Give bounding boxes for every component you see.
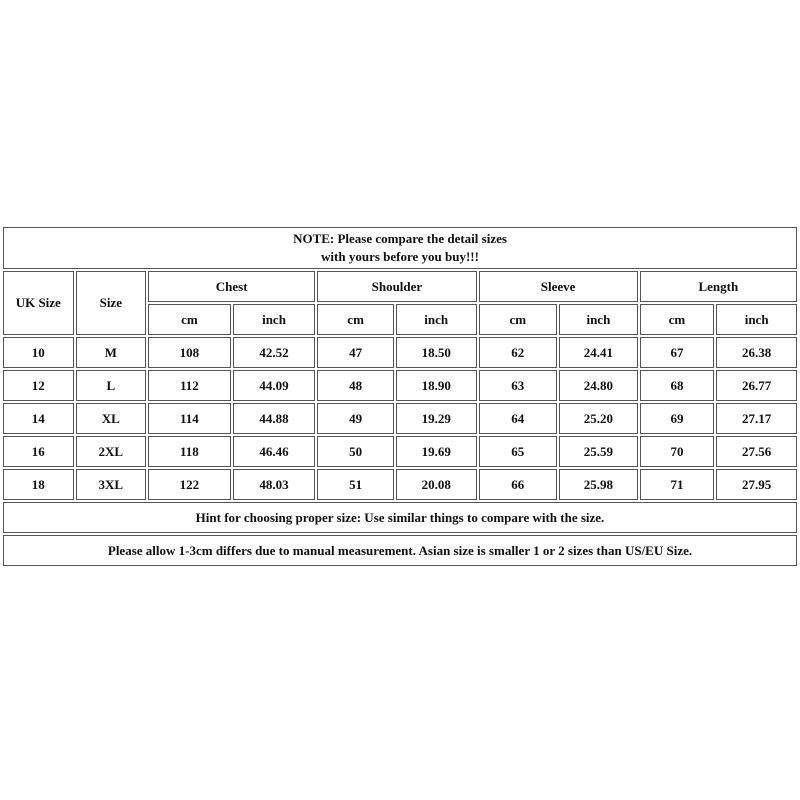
sleeve-header: Sleeve	[479, 271, 638, 302]
table-cell: 112	[148, 370, 231, 401]
length-header: Length	[640, 271, 797, 302]
unit-header: cm	[148, 304, 231, 335]
table-cell: 19.69	[396, 436, 477, 467]
table-cell: 3XL	[76, 469, 147, 500]
table-cell: 42.52	[233, 337, 316, 368]
table-cell: 108	[148, 337, 231, 368]
table-cell: 25.59	[559, 436, 638, 467]
table-cell: 118	[148, 436, 231, 467]
table-cell: 69	[640, 403, 715, 434]
table-cell: 27.95	[716, 469, 797, 500]
disclaimer-row	[3, 535, 797, 566]
size-header: Size	[76, 271, 147, 335]
table-cell: 25.20	[559, 403, 638, 434]
note-cell	[3, 227, 797, 269]
table-cell: 20.08	[396, 469, 477, 500]
table-cell: 2XL	[76, 436, 147, 467]
table-cell: 48.03	[233, 469, 316, 500]
table-row	[3, 403, 797, 434]
table-cell: 27.56	[716, 436, 797, 467]
table-cell: 24.41	[559, 337, 638, 368]
table-cell: 68	[640, 370, 715, 401]
table-row	[3, 469, 797, 500]
chest-header: Chest	[148, 271, 315, 302]
table-cell: 114	[148, 403, 231, 434]
table-cell: 18	[3, 469, 74, 500]
table-cell: 122	[148, 469, 231, 500]
size-table	[1, 225, 799, 568]
table-row	[3, 337, 797, 368]
table-cell: 70	[640, 436, 715, 467]
note-line-1: NOTE: Please compare the detail sizes	[293, 231, 507, 246]
table-cell: 14	[3, 403, 74, 434]
table-cell: 66	[479, 469, 558, 500]
table-cell: 12	[3, 370, 74, 401]
table-cell: 67	[640, 337, 715, 368]
header-row-groups	[3, 271, 797, 302]
table-cell: 27.17	[716, 403, 797, 434]
table-row	[3, 370, 797, 401]
table-cell: 46.46	[233, 436, 316, 467]
table-cell: 10	[3, 337, 74, 368]
table-cell: 18.90	[396, 370, 477, 401]
table-cell: 26.38	[716, 337, 797, 368]
table-cell: 24.80	[559, 370, 638, 401]
shoulder-header: Shoulder	[317, 271, 476, 302]
hint-text: Hint for choosing proper size: Use similar things to compare with the size.	[3, 502, 797, 533]
unit-header: cm	[640, 304, 715, 335]
table-cell: 71	[640, 469, 715, 500]
unit-header: inch	[233, 304, 316, 335]
table-cell: 44.09	[233, 370, 316, 401]
table-cell: 64	[479, 403, 558, 434]
unit-header: inch	[396, 304, 477, 335]
size-chart	[1, 225, 799, 568]
unit-header: inch	[559, 304, 638, 335]
table-cell: 63	[479, 370, 558, 401]
table-cell: 44.88	[233, 403, 316, 434]
unit-header: cm	[479, 304, 558, 335]
table-cell: XL	[76, 403, 147, 434]
unit-header: inch	[716, 304, 797, 335]
disclaimer-text: Please allow 1-3cm differs due to manual measurement. Asian size is smaller 1 or 2 sizes than US/EU Size.	[3, 535, 797, 566]
table-cell: 49	[317, 403, 394, 434]
table-cell: 48	[317, 370, 394, 401]
table-cell: 62	[479, 337, 558, 368]
unit-header: cm	[317, 304, 394, 335]
table-cell: 18.50	[396, 337, 477, 368]
table-cell: 65	[479, 436, 558, 467]
note-row	[3, 227, 797, 269]
note-line-2: with yours before you buy!!!	[321, 249, 479, 264]
table-row	[3, 436, 797, 467]
table-cell: 50	[317, 436, 394, 467]
hint-row	[3, 502, 797, 533]
table-cell: 25.98	[559, 469, 638, 500]
table-cell: 51	[317, 469, 394, 500]
table-cell: 47	[317, 337, 394, 368]
uk-size-header: UK Size	[3, 271, 74, 335]
table-cell: 16	[3, 436, 74, 467]
table-cell: M	[76, 337, 147, 368]
table-cell: 19.29	[396, 403, 477, 434]
table-cell: 26.77	[716, 370, 797, 401]
table-cell: L	[76, 370, 147, 401]
